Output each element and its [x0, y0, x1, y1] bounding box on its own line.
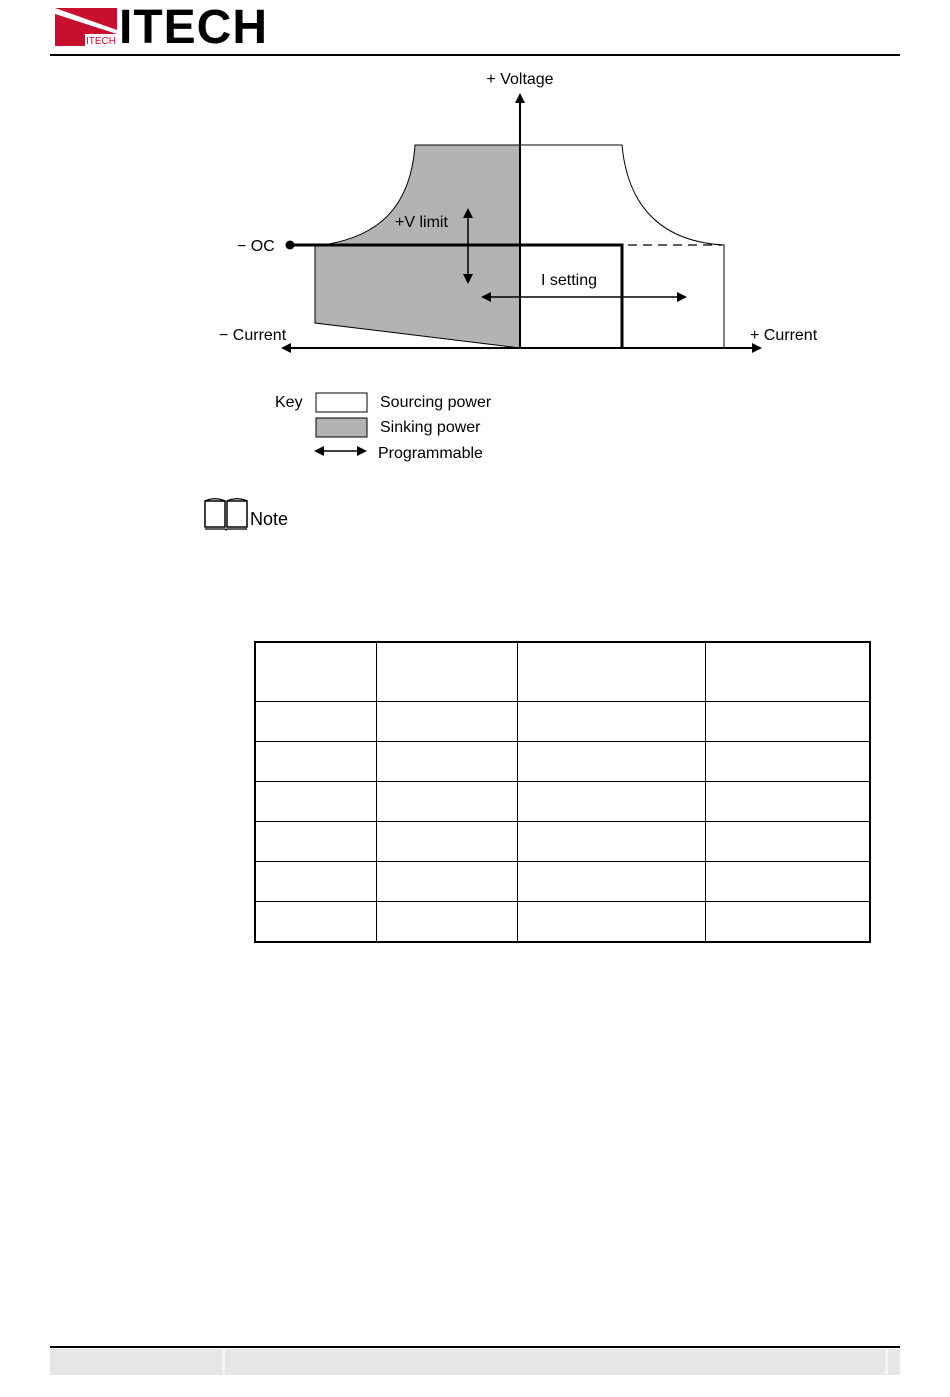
table-cell — [377, 642, 518, 702]
book-icon — [203, 497, 249, 531]
table-cell — [518, 822, 706, 862]
table-row — [255, 862, 870, 902]
footer-divider — [50, 1346, 900, 1348]
table-row — [255, 782, 870, 822]
key-sinking-swatch — [316, 418, 367, 437]
key-sourcing-label: Sourcing power — [380, 394, 492, 411]
table-cell — [377, 782, 518, 822]
itech-logo-icon — [55, 8, 117, 46]
key-title: Key — [275, 394, 303, 411]
footer-separator — [222, 1349, 225, 1375]
table-cell — [255, 642, 377, 702]
pos-current-label: + Current — [750, 327, 818, 344]
spec-table — [254, 641, 871, 943]
table-cell — [377, 822, 518, 862]
footer-separator — [885, 1349, 888, 1375]
table-cell — [377, 742, 518, 782]
y-axis-label: + Voltage — [486, 71, 554, 88]
table-cell — [518, 742, 706, 782]
table-cell — [377, 702, 518, 742]
neg-oc-point — [286, 241, 295, 250]
key-sourcing-swatch — [316, 393, 367, 412]
table-cell — [706, 642, 871, 702]
table-cell — [518, 702, 706, 742]
logo-badge-text: ITECH — [86, 36, 116, 46]
table-cell — [706, 902, 871, 943]
table-row — [255, 902, 870, 943]
table-row — [255, 702, 870, 742]
table-cell — [706, 862, 871, 902]
table-cell — [255, 702, 377, 742]
v-limit-label: +V limit — [395, 214, 448, 231]
table-cell — [255, 782, 377, 822]
table-row — [255, 742, 870, 782]
table-cell — [706, 822, 871, 862]
operating-region-diagram — [210, 60, 850, 480]
table-cell — [255, 742, 377, 782]
logo-wordmark: ITECH — [119, 1, 268, 54]
table-cell — [706, 742, 871, 782]
table-row — [255, 822, 870, 862]
table-cell — [706, 702, 871, 742]
header-divider — [50, 54, 900, 56]
table-cell — [518, 862, 706, 902]
neg-oc-label: − OC — [237, 238, 275, 255]
table-cell — [255, 902, 377, 943]
table-cell — [518, 902, 706, 943]
table-cell — [706, 782, 871, 822]
table-cell — [377, 862, 518, 902]
note-callout — [203, 497, 323, 531]
i-setting-label: I setting — [541, 272, 598, 289]
key-programmable-label: Programmable — [378, 445, 483, 462]
table-cell — [518, 642, 706, 702]
table-cell — [518, 782, 706, 822]
footer-bar — [50, 1349, 900, 1375]
table-cell — [255, 822, 377, 862]
neg-current-label: − Current — [219, 327, 287, 344]
table-header-row — [255, 642, 870, 702]
note-label: Note — [250, 509, 289, 529]
table-cell — [377, 902, 518, 943]
table-cell — [255, 862, 377, 902]
key-sinking-label: Sinking power — [380, 419, 481, 436]
page-header — [55, 1, 900, 56]
